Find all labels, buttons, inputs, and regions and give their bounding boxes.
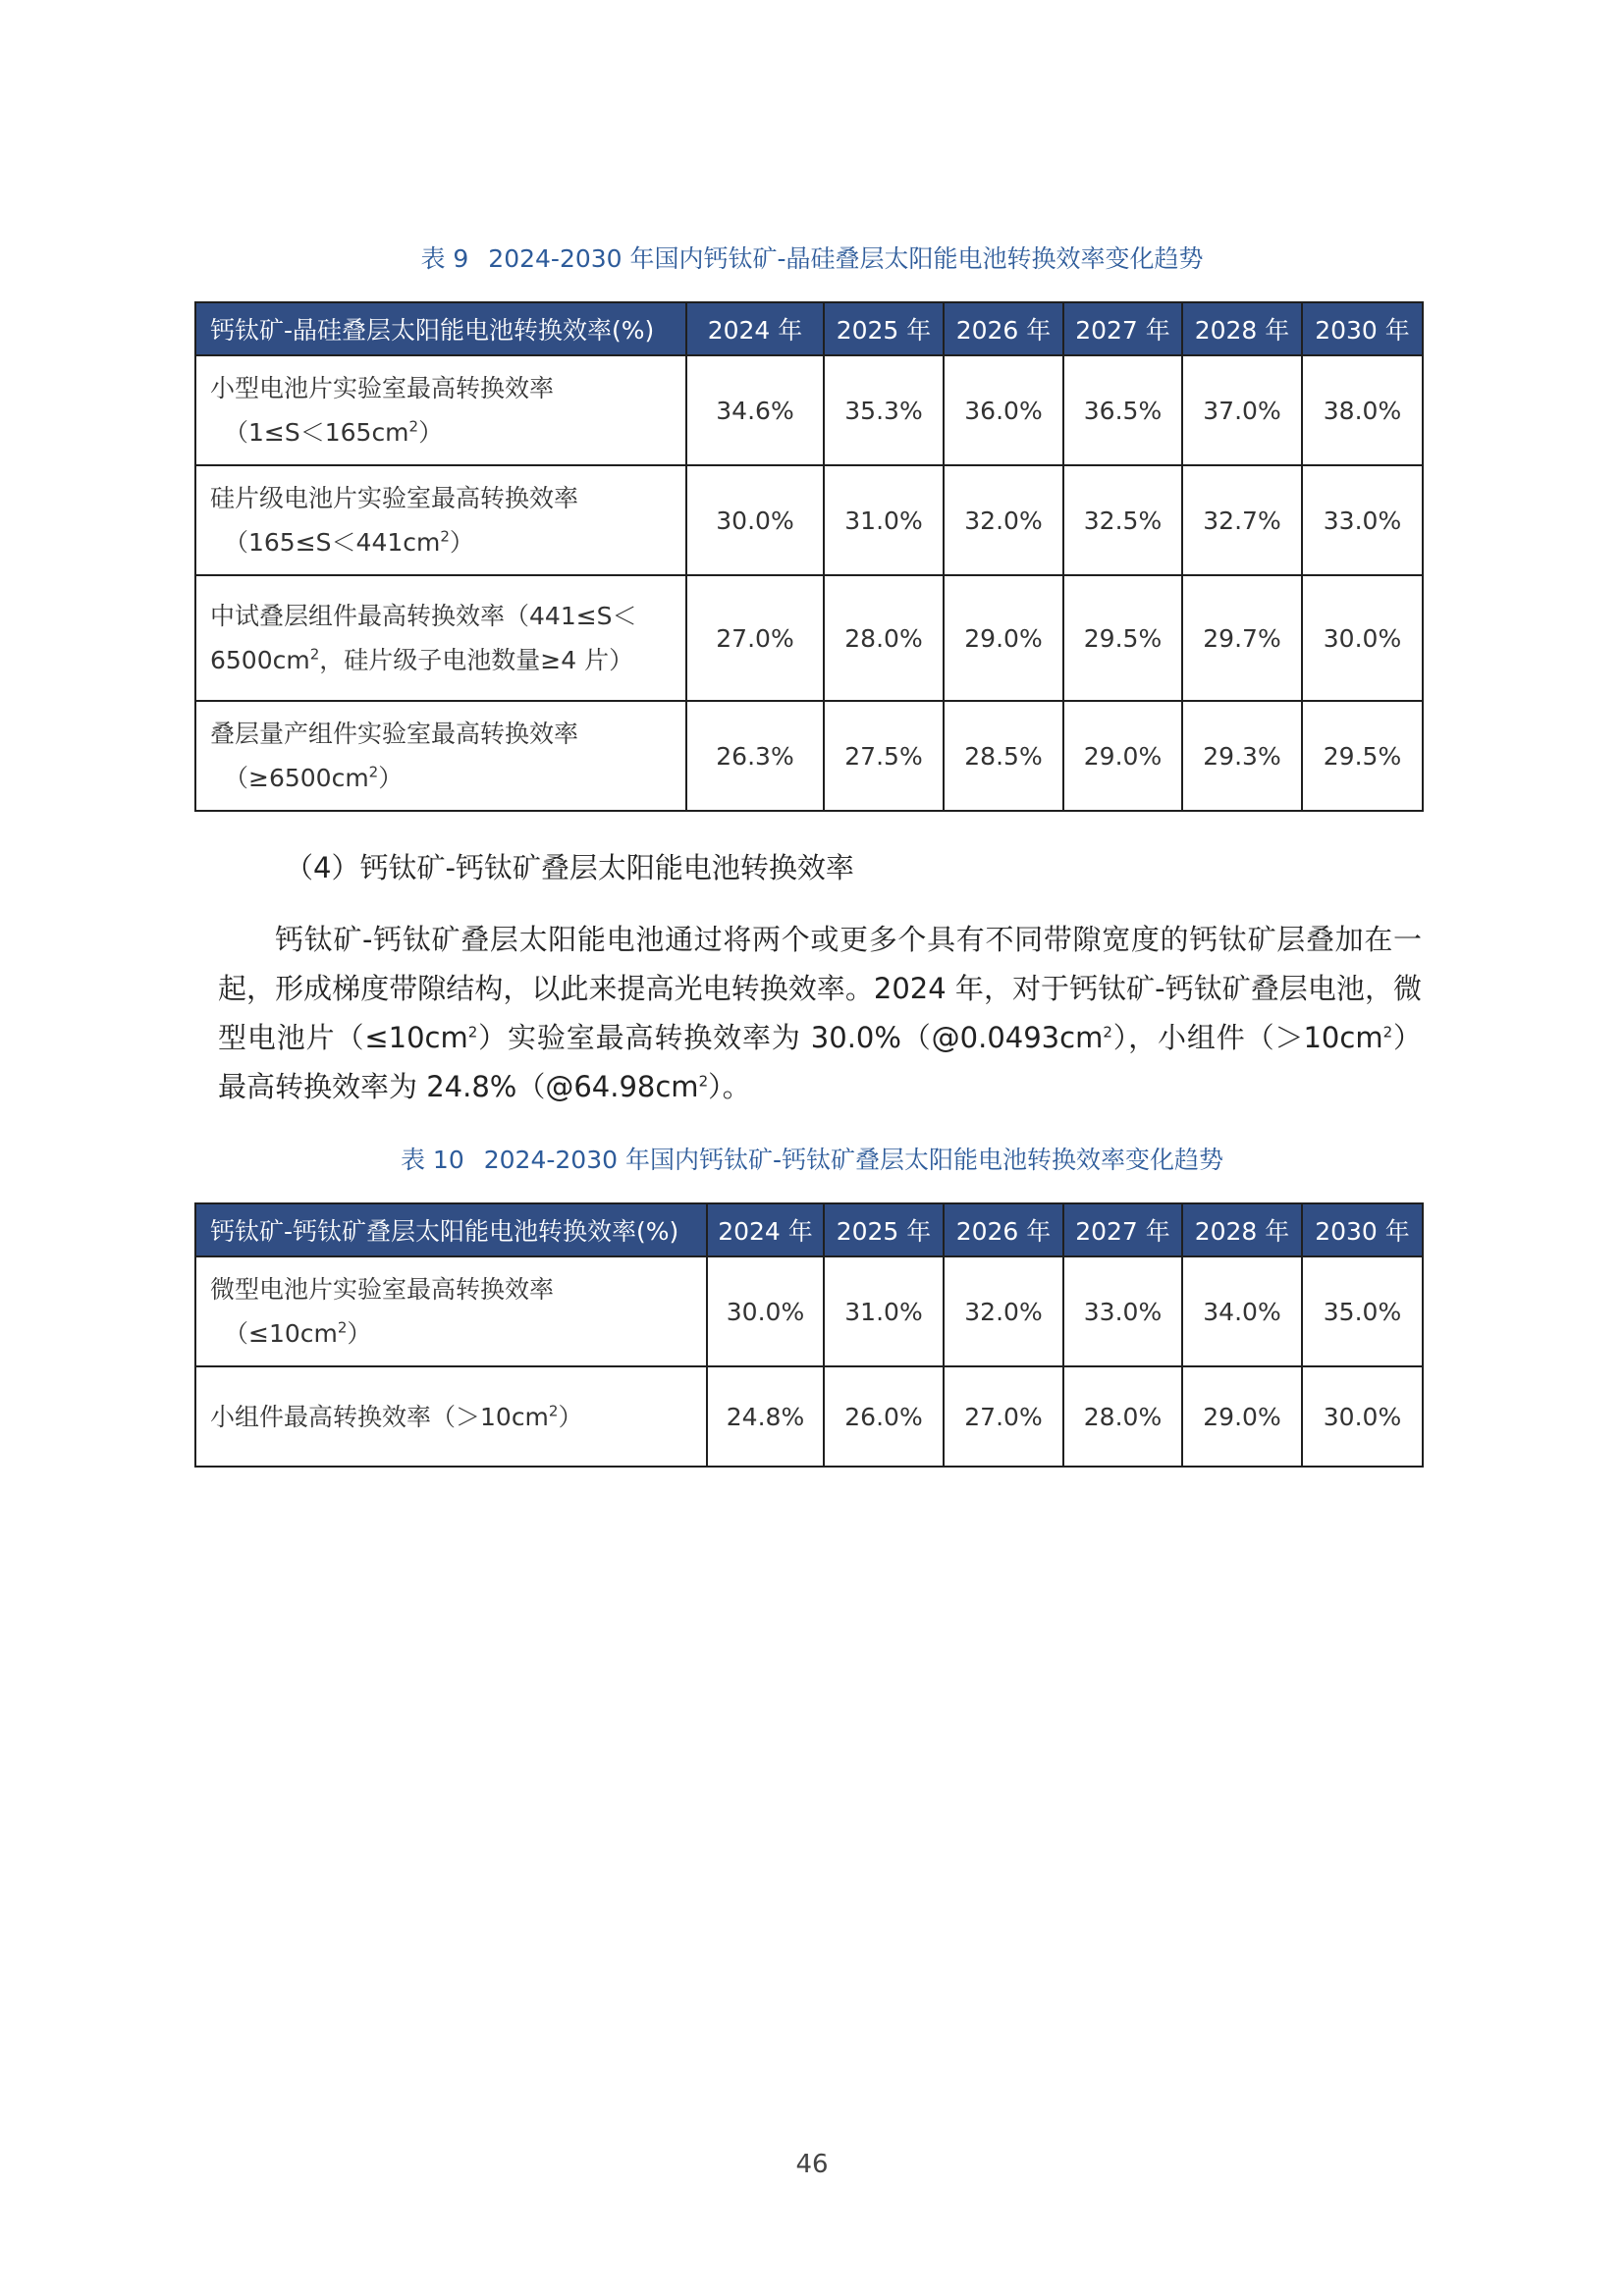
row-label-line1: 叠层量产组件实验室最高转换效率 <box>210 720 579 748</box>
cell-2030: 30.0% <box>1302 575 1423 701</box>
row-label <box>195 1256 707 1366</box>
cell-2024: 30.0% <box>707 1256 824 1366</box>
table10-header-2030: 2030 年 <box>1302 1203 1423 1256</box>
row-label <box>195 355 686 465</box>
table10-header-2026: 2026 年 <box>944 1203 1063 1256</box>
cell-2028: 34.0% <box>1182 1256 1302 1366</box>
row-label-line1: 硅片级电池片实验室最高转换效率 <box>210 484 579 512</box>
cell-2030: 30.0% <box>1302 1366 1423 1467</box>
paragraph-text: 钙钛矿-钙钛矿叠层太阳能电池通过将两个或更多个具有不同带隙宽度的钙钛矿层叠加在一起，形成梯度带隙结构，以此来提高光电转换效率。2024 年，对于钙钛矿-钙钛矿叠层电池，微型电池片（≤10cm <box>218 923 1422 1054</box>
table10-caption-title: 2024-2030 年国内钙钛矿-钙钛矿叠层太阳能电池转换效率变化趋势 <box>483 1146 1223 1174</box>
table9-header-2024: 2024 年 <box>686 302 824 355</box>
cell-2027: 29.0% <box>1063 701 1182 811</box>
superscript: 2 <box>368 763 379 781</box>
table9-header-2026: 2026 年 <box>944 302 1063 355</box>
paragraph-text: ）最高转换效率为 24.8%（@64.98cm <box>218 1021 1422 1103</box>
table-row <box>195 575 1423 701</box>
table10 <box>194 1202 1424 1468</box>
table-row <box>195 701 1423 811</box>
cell-2024: 30.0% <box>686 465 824 575</box>
superscript: 2 <box>548 1402 559 1420</box>
row-label-line1: 中试叠层组件最高转换效率（441≤S＜ <box>210 602 637 630</box>
cell-2026: 32.0% <box>944 465 1063 575</box>
cell-2028: 29.3% <box>1182 701 1302 811</box>
cell-2027: 28.0% <box>1063 1366 1182 1467</box>
table-row <box>195 1366 1423 1467</box>
cell-2025: 35.3% <box>824 355 944 465</box>
row-label-line2 <box>210 638 676 682</box>
cell-2026: 29.0% <box>944 575 1063 701</box>
table9-caption-number: 表 9 <box>420 244 469 273</box>
row-label-line2 <box>210 756 676 800</box>
cell-2027: 32.5% <box>1063 465 1182 575</box>
paragraph-text: ），小组件（＞10cm <box>1111 1021 1383 1054</box>
superscript: 2 <box>337 1318 348 1337</box>
cell-2024: 34.6% <box>686 355 824 465</box>
row-label-line2 <box>210 1311 696 1356</box>
cell-2025: 31.0% <box>824 465 944 575</box>
table10-caption-number: 表 10 <box>400 1146 464 1174</box>
cell-2030: 38.0% <box>1302 355 1423 465</box>
table9-caption <box>0 240 1624 275</box>
row-label-line2-text: （≥6500cm <box>224 764 369 792</box>
body-paragraph <box>218 915 1422 1111</box>
cell-2026: 27.0% <box>944 1366 1063 1467</box>
cell-2026: 36.0% <box>944 355 1063 465</box>
table10-header-2027: 2027 年 <box>1063 1203 1182 1256</box>
row-label-line2-text: （165≤S＜441cm <box>224 528 441 557</box>
table9-header-metric: 钙钛矿-晶硅叠层太阳能电池转换效率(%) <box>195 302 686 355</box>
table10-caption <box>0 1141 1624 1176</box>
row-label-line1: 小组件最高转换效率（＞10cm <box>210 1402 549 1431</box>
cell-2024: 24.8% <box>707 1366 824 1467</box>
cell-2030: 33.0% <box>1302 465 1423 575</box>
superscript: 2 <box>467 1023 478 1041</box>
cell-2027: 29.5% <box>1063 575 1182 701</box>
cell-2028: 32.7% <box>1182 465 1302 575</box>
row-label-line2 <box>210 520 676 564</box>
cell-2025: 31.0% <box>824 1256 944 1366</box>
page-number: 46 <box>795 2150 829 2179</box>
row-label-line2-text: 6500cm <box>210 646 310 674</box>
cell-2026: 28.5% <box>944 701 1063 811</box>
cell-2028: 29.7% <box>1182 575 1302 701</box>
row-label-line1: 微型电池片实验室最高转换效率 <box>210 1275 555 1304</box>
table10-header-metric: 钙钛矿-钙钛矿叠层太阳能电池转换效率(%) <box>195 1203 707 1256</box>
table9-caption-title: 2024-2030 年国内钙钛矿-晶硅叠层太阳能电池转换效率变化趋势 <box>488 244 1204 273</box>
row-label-line2 <box>210 410 676 454</box>
row-label <box>195 1366 707 1467</box>
cell-2030: 35.0% <box>1302 1256 1423 1366</box>
cell-2027: 36.5% <box>1063 355 1182 465</box>
table10-header-2024: 2024 年 <box>707 1203 824 1256</box>
cell-2025: 28.0% <box>824 575 944 701</box>
row-label-line2-end: ） <box>347 1319 372 1348</box>
superscript: 2 <box>309 645 320 664</box>
table-row <box>195 1256 1423 1366</box>
table9-header-row <box>195 302 1423 355</box>
row-label-line1: 小型电池片实验室最高转换效率 <box>210 374 555 402</box>
row-label-line2-end: ，硅片级子电池数量≥4 片） <box>319 646 634 674</box>
row-label <box>195 701 686 811</box>
row-label-line2-text: （≤10cm <box>224 1319 338 1348</box>
row-label <box>195 575 686 701</box>
cell-2030: 29.5% <box>1302 701 1423 811</box>
row-label-line2-end: ） <box>449 528 474 557</box>
table-row <box>195 355 1423 465</box>
table9 <box>194 301 1424 812</box>
table9-header-2025: 2025 年 <box>824 302 944 355</box>
cell-2026: 32.0% <box>944 1256 1063 1366</box>
row-label-line2-end: ） <box>418 418 444 447</box>
table-row <box>195 465 1423 575</box>
table10-header-2025: 2025 年 <box>824 1203 944 1256</box>
superscript: 2 <box>698 1072 709 1091</box>
paragraph-text: ）。 <box>708 1070 751 1103</box>
table10-header-row <box>195 1203 1423 1256</box>
cell-2024: 26.3% <box>686 701 824 811</box>
superscript: 2 <box>1103 1023 1112 1041</box>
row-label-line2-text: （1≤S＜165cm <box>224 418 409 447</box>
cell-2028: 29.0% <box>1182 1366 1302 1467</box>
cell-2028: 37.0% <box>1182 355 1302 465</box>
row-label-line2-end: ） <box>378 764 404 792</box>
superscript: 2 <box>1382 1023 1393 1041</box>
paragraph-text: ）实验室最高转换效率为 30.0%（@0.0493cm <box>477 1021 1104 1054</box>
row-label-line1-end: ） <box>558 1402 583 1431</box>
table10-header-2028: 2028 年 <box>1182 1203 1302 1256</box>
row-label <box>195 465 686 575</box>
section-heading: （4）钙钛矿-钙钛矿叠层太阳能电池转换效率 <box>285 851 854 884</box>
cell-2027: 33.0% <box>1063 1256 1182 1366</box>
superscript: 2 <box>440 527 450 546</box>
cell-2025: 26.0% <box>824 1366 944 1467</box>
table9-header-2028: 2028 年 <box>1182 302 1302 355</box>
cell-2025: 27.5% <box>824 701 944 811</box>
cell-2024: 27.0% <box>686 575 824 701</box>
table9-header-2027: 2027 年 <box>1063 302 1182 355</box>
table9-header-2030: 2030 年 <box>1302 302 1423 355</box>
superscript: 2 <box>408 417 419 436</box>
